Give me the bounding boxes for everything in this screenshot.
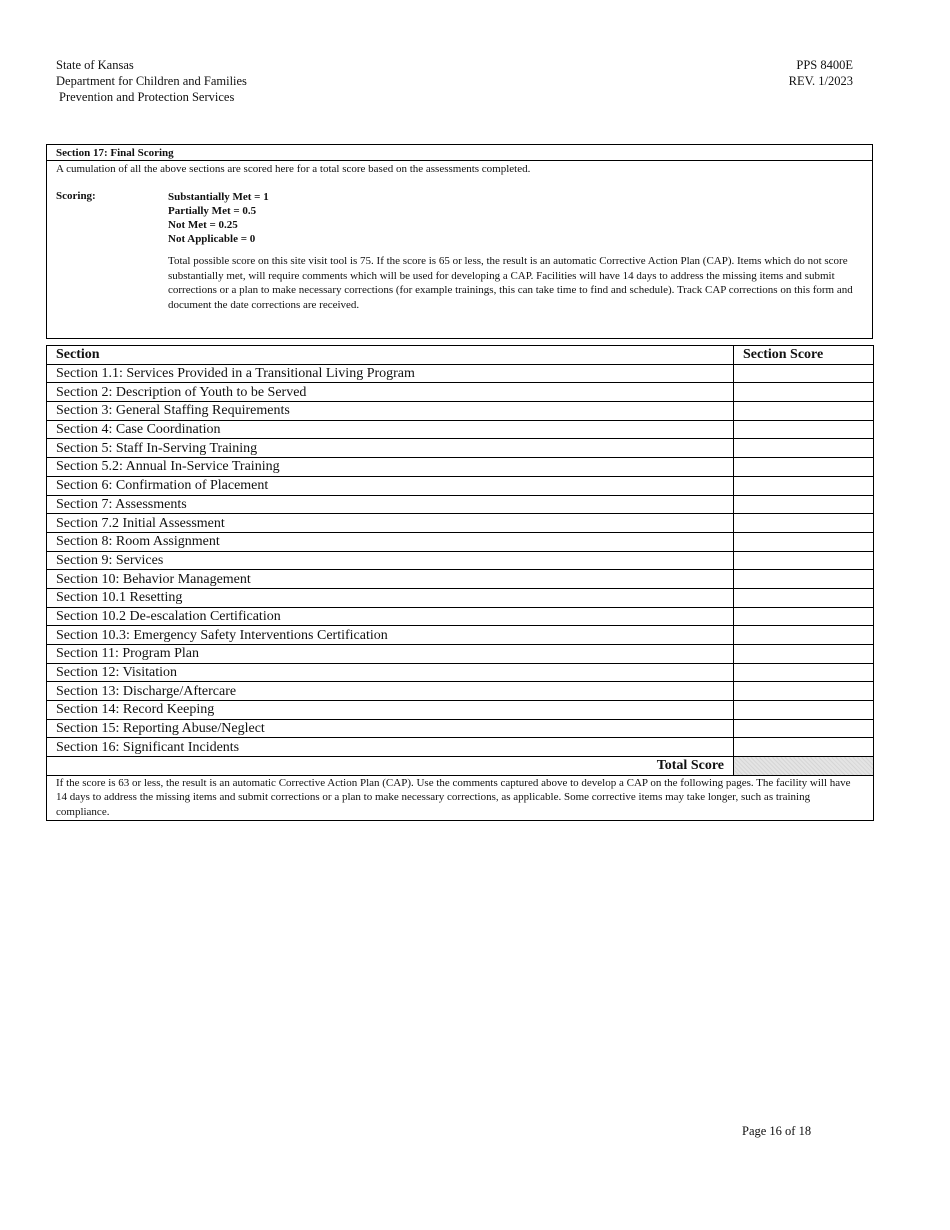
table-row xyxy=(47,458,874,477)
section-score-cell[interactable] xyxy=(734,532,874,551)
table-row xyxy=(47,476,874,495)
scoring-item: Substantially Met = 1 xyxy=(168,191,269,203)
footnote: If the score is 63 or less, the result is an automatic Corrective Action Plan (CAP). Use the comments captured above to develop a CAP on the following pages. The facility will have 14 days to address the missing items and submit corrections or a plan to make necessary corrections, as applicable. Some corrective items may take longer, such as training compliance. xyxy=(47,775,874,821)
section-score-cell[interactable] xyxy=(734,514,874,533)
section-score-cell[interactable] xyxy=(734,402,874,421)
form-number: PPS 8400E xyxy=(796,58,853,72)
section-name-cell: Section 7.2 Initial Assessment xyxy=(47,514,734,533)
section-score-cell[interactable] xyxy=(734,682,874,701)
table-row xyxy=(47,626,874,645)
section-name-cell: Section 13: Discharge/Aftercare xyxy=(47,682,734,701)
section-score-cell[interactable] xyxy=(734,420,874,439)
column-header-section: Section xyxy=(47,346,734,365)
table-row xyxy=(47,682,874,701)
section-score-cell[interactable] xyxy=(734,439,874,458)
section-name-cell: Section 3: General Staffing Requirements xyxy=(47,402,734,421)
section-name-cell: Section 10.3: Emergency Safety Interventions Certification xyxy=(47,626,734,645)
section-score-cell[interactable] xyxy=(734,663,874,682)
section-score-cell[interactable] xyxy=(734,364,874,383)
table-row xyxy=(47,607,874,626)
header-division: Prevention and Protection Services xyxy=(59,90,235,104)
total-score-label: Total Score xyxy=(47,757,734,776)
section-name-cell: Section 12: Visitation xyxy=(47,663,734,682)
table-row xyxy=(47,532,874,551)
table-row xyxy=(47,383,874,402)
column-header-score: Section Score xyxy=(734,346,874,365)
section-score-cell[interactable] xyxy=(734,458,874,477)
section-score-cell[interactable] xyxy=(734,476,874,495)
header-state: State of Kansas xyxy=(56,58,134,72)
footnote-row xyxy=(47,775,874,821)
table-row xyxy=(47,364,874,383)
table-row xyxy=(47,663,874,682)
table-row xyxy=(47,495,874,514)
scoring-item: Not Applicable = 0 xyxy=(168,233,256,245)
section-name-cell: Section 10: Behavior Management xyxy=(47,570,734,589)
table-body xyxy=(47,364,874,756)
section-name-cell: Section 14: Record Keeping xyxy=(47,701,734,720)
scoring-list xyxy=(168,190,269,246)
section-name-cell: Section 10.2 De-escalation Certification xyxy=(47,607,734,626)
section-score-cell[interactable] xyxy=(734,701,874,720)
section-name-cell: Section 2: Description of Youth to be Served xyxy=(47,383,734,402)
section-name-cell: Section 8: Room Assignment xyxy=(47,532,734,551)
table-row xyxy=(47,645,874,664)
section-name-cell: Section 9: Services xyxy=(47,551,734,570)
table-header-row xyxy=(47,346,874,365)
section-score-cell[interactable] xyxy=(734,626,874,645)
table-row xyxy=(47,719,874,738)
section-score-cell[interactable] xyxy=(734,607,874,626)
section-score-cell[interactable] xyxy=(734,645,874,664)
total-row xyxy=(47,757,874,776)
section-name-cell: Section 10.1 Resetting xyxy=(47,588,734,607)
section-name-cell: Section 7: Assessments xyxy=(47,495,734,514)
scoring-block xyxy=(47,190,872,246)
table-row xyxy=(47,701,874,720)
table-row xyxy=(47,570,874,589)
section-score-cell[interactable] xyxy=(734,495,874,514)
section-name-cell: Section 1.1: Services Provided in a Transitional Living Program xyxy=(47,364,734,383)
section-17-box xyxy=(46,144,873,339)
scoring-label: Scoring: xyxy=(56,190,96,202)
section-name-cell: Section 5: Staff In-Serving Training xyxy=(47,439,734,458)
section-17-title: Section 17: Final Scoring xyxy=(47,145,872,161)
table-row xyxy=(47,420,874,439)
section-score-cell[interactable] xyxy=(734,551,874,570)
section-name-cell: Section 5.2: Annual In-Service Training xyxy=(47,458,734,477)
table-row xyxy=(47,439,874,458)
table-row xyxy=(47,738,874,757)
scoring-note: Total possible score on this site visit tool is 75. If the score is 65 or less, the result is an automatic Corrective Action Plan (CAP). Items which do not score substantially met, will require comments which will be used for developing a CAP. Facilities will have 14 days to address the missing items and submit corrections or a plan to make necessary corrections (for example trainings, this can take time to find and schedule). Track CAP corrections on this form and document the date corrections are received. xyxy=(168,255,853,311)
section-score-table xyxy=(46,345,874,821)
section-name-cell: Section 15: Reporting Abuse/Neglect xyxy=(47,719,734,738)
section-name-cell: Section 11: Program Plan xyxy=(47,645,734,664)
section-17-description: A cumulation of all the above sections are scored here for a total score based on the assessments completed. xyxy=(56,163,531,175)
table-row xyxy=(47,588,874,607)
table-row xyxy=(47,551,874,570)
section-score-cell[interactable] xyxy=(734,738,874,757)
header-department: Department for Children and Families xyxy=(56,74,247,88)
header-left xyxy=(56,57,247,105)
section-score-cell[interactable] xyxy=(734,719,874,738)
form-revision: REV. 1/2023 xyxy=(788,74,853,88)
scoring-item: Partially Met = 0.5 xyxy=(168,205,257,217)
section-score-cell[interactable] xyxy=(734,588,874,607)
section-score-cell[interactable] xyxy=(734,570,874,589)
section-name-cell: Section 4: Case Coordination xyxy=(47,420,734,439)
table-row xyxy=(47,514,874,533)
header-right xyxy=(789,57,853,89)
table-row xyxy=(47,402,874,421)
section-name-cell: Section 16: Significant Incidents xyxy=(47,738,734,757)
scoring-item: Not Met = 0.25 xyxy=(168,219,238,231)
section-name-cell: Section 6: Confirmation of Placement xyxy=(47,476,734,495)
page-number: Page 16 of 18 xyxy=(742,1124,812,1138)
section-score-cell[interactable] xyxy=(734,383,874,402)
total-score-cell[interactable] xyxy=(734,757,874,776)
